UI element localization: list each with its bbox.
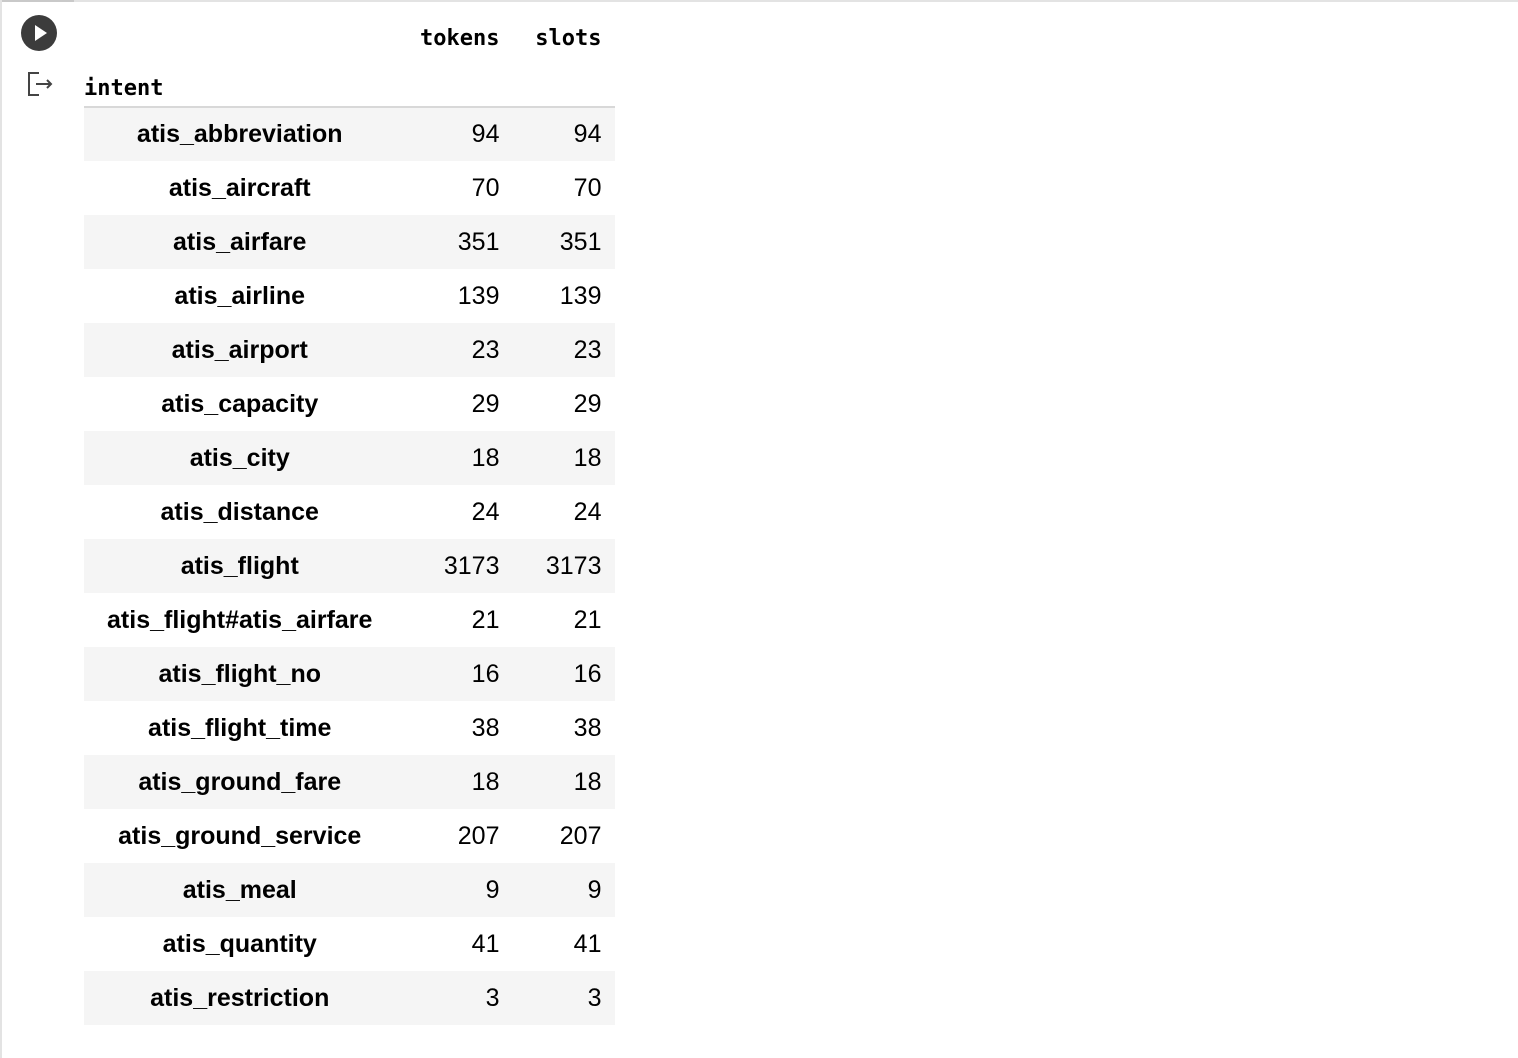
table-row (84, 269, 615, 323)
row-index-intent: atis_abbreviation (136, 120, 343, 148)
table-row (84, 323, 615, 377)
output-exit-icon[interactable] (26, 70, 56, 98)
table-row (84, 539, 615, 593)
table-row (84, 485, 615, 539)
row-index-intent: atis_flight (180, 551, 299, 580)
cell-tokens: 18 (471, 443, 500, 472)
cell-slots: 16 (573, 659, 602, 688)
table-row (84, 593, 615, 647)
index-name-header: intent (84, 76, 164, 101)
table-row (84, 215, 615, 269)
cell-tokens: 351 (457, 227, 500, 256)
cell-tokens: 9 (485, 875, 500, 904)
cell-slots: 207 (559, 821, 602, 850)
cell-tokens: 3 (485, 983, 500, 1012)
table-row (84, 107, 615, 161)
index-name-blank (395, 76, 515, 107)
row-index-intent: atis_aircraft (168, 173, 311, 202)
cell-tokens: 207 (457, 821, 500, 850)
cell-tokens: 23 (471, 335, 500, 364)
cell-tokens: 3173 (443, 551, 500, 580)
cell-slots: 94 (573, 120, 602, 148)
cell-slots: 21 (573, 605, 602, 634)
cell-slots: 9 (587, 875, 602, 904)
table-row (84, 647, 615, 701)
cell-slots: 70 (573, 173, 602, 202)
cell-tokens: 16 (471, 659, 500, 688)
cell-slots: 18 (573, 443, 602, 472)
row-index-intent: atis_restriction (150, 983, 330, 1012)
cell-tokens: 41 (471, 929, 500, 958)
cell-slots: 41 (573, 929, 602, 958)
cell-tokens: 94 (471, 120, 500, 148)
cell-tokens: 139 (457, 281, 500, 310)
table-row (84, 377, 615, 431)
row-index-intent: atis_flight_no (158, 659, 321, 688)
cell-slots: 29 (573, 389, 602, 418)
cell-output (84, 0, 615, 1025)
table-row (84, 755, 615, 809)
cell-slots: 139 (559, 281, 602, 310)
cell-tokens: 18 (471, 767, 500, 796)
index-name-blank (515, 76, 615, 107)
table-row (84, 809, 615, 863)
table-row (84, 863, 615, 917)
column-header-tokens: tokens (420, 25, 500, 51)
dataframe-table (84, 0, 615, 1025)
row-index-intent: atis_distance (160, 497, 319, 526)
play-icon (21, 15, 57, 51)
table-row (84, 161, 615, 215)
cell-slots: 24 (573, 497, 602, 526)
cell-tokens: 24 (471, 497, 500, 526)
cell-tokens: 21 (471, 605, 500, 634)
row-index-intent: atis_flight_time (148, 713, 332, 742)
cell-tokens: 29 (471, 389, 500, 418)
column-header-row (84, 0, 615, 76)
cell-slots: 3173 (545, 551, 602, 580)
row-index-intent: atis_ground_fare (138, 767, 342, 796)
row-index-intent: atis_airport (171, 335, 308, 364)
row-index-intent: atis_city (189, 443, 290, 472)
table-body (84, 107, 615, 1025)
row-index-intent: atis_meal (182, 875, 297, 904)
row-index-intent: atis_airline (174, 281, 306, 310)
cell-tokens: 38 (471, 713, 500, 742)
row-index-intent: atis_flight#atis_airfare (107, 605, 373, 634)
index-header-blank (84, 0, 395, 76)
index-name-row (84, 76, 615, 107)
table-row (84, 971, 615, 1025)
row-index-intent: atis_quantity (162, 929, 317, 958)
run-cell-button[interactable] (21, 15, 57, 51)
table-row (84, 917, 615, 971)
cell-slots: 23 (573, 335, 602, 364)
table-row (84, 701, 615, 755)
cell-slots: 18 (573, 767, 602, 796)
cell-slots: 38 (573, 713, 602, 742)
column-header-slots: slots (535, 25, 602, 51)
row-index-intent: atis_ground_service (118, 821, 362, 850)
cell-slots: 351 (559, 227, 602, 256)
cell-slots: 3 (587, 983, 602, 1012)
cell-tokens: 70 (471, 173, 500, 202)
row-index-intent: atis_airfare (173, 227, 307, 256)
row-index-intent: atis_capacity (161, 389, 319, 418)
cell-gutter (0, 0, 80, 1058)
table-row (84, 431, 615, 485)
